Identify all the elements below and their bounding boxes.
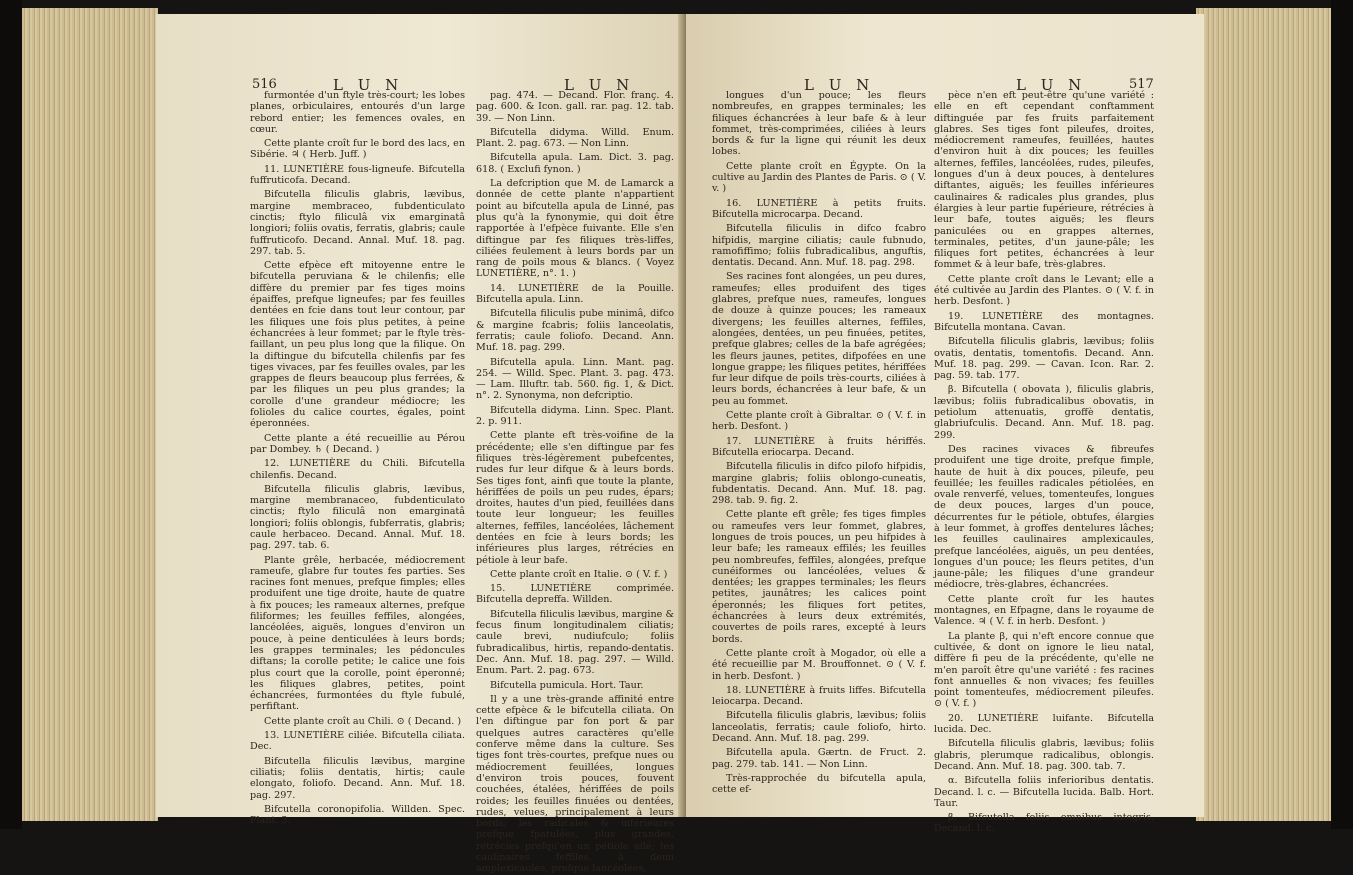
paragraph: Cette plante croît dans le Levant; elle a été cultivée au Jardin des Plantes. ⊙ ( V. f. in herb. Desfont. ) bbox=[934, 273, 1154, 308]
paragraph: Cette plante croît à Gibraltar. ⊙ ( V. f. in herb. Desfont. ) bbox=[712, 410, 926, 433]
paragraph: 15. LUNETIÈRE comprimée. Bifcutella depreffa. Willden. bbox=[476, 583, 674, 606]
paragraph: Très-rapprochée du bifcutella apula, cette ef- bbox=[712, 772, 926, 796]
paragraph: La defcription que M. de Lamarck a donnée de cette plante n'appartient point au bifcutella apula de Linné, pas plus qu'à la fynonymie, qui doit être rapportée à l'efpèce fuivante. Elle s'en diftingue par fes filiques très-liffes, ciliées feulement à leurs bords par un rang de poils mous & blancs. ( Voyez LUNETIÈRE, n°. 1. ) bbox=[476, 178, 674, 280]
paragraph: Bifcutella filiculis glabris, lævibus, margine membranaceo, fubdenticulato cinctis; ftylo filiculâ non emarginatâ longiori; foliis oblongis, fubferratis, glabris; caule herbaceo. Decand. Annal. Muf. 18. pag. 297. tab. 6. bbox=[250, 483, 465, 552]
paragraph: pèce n'en eft peut-être qu'une variété : elle en eft cependant conftamment diftinguée par fes fruits parfaitement glabres. Ses tiges font pileufes, droites, médiocrement rameufes, feuillées, hautes d'environ huit à dix pouces; les feuilles alternes, feffiles, lancéolées, rudes, pileufes, longues d'un à deux pouces, à dentelures diftantes, aiguës; les feuilles inférieures caulinaires & radicales plus grandes, plus élargies à leur partie fupérieure, rétrécies à leur bafe, toutes aiguës; les fleurs paniculées ou en grappes alternes, terminales, petites, d'un jaune-pâle; les filiques fort petites, échancrées à leur fommet & à leur bafe, très-glabres. bbox=[934, 90, 1154, 271]
paragraph: Des racines vivaces & fibreufes produifent une tige droite, prefque fimple, haute de huit à dix pouces, pileufe, peu feuillée; les feuilles radicales pétiolées, en ovale renverfé, velues, tomenteufes, longues de deux pouces, larges d'un pouce, décurrentes fur le pétiole, obtufes, élargies à leur fommet, à groffes dentelures lâches; les feuilles caulinaires amplexicaules, prefque lancéolées, aiguës, un peu dentées, longues d'un pouce; les fleurs petites, d'un jaune-pâle; les filiques d'une grandeur médiocre, très-glabres, échancrées. bbox=[934, 443, 1154, 591]
paragraph: 16. LUNETIÈRE à petits fruits. Bifcutella microcarpa. Decand. bbox=[712, 197, 926, 220]
paragraph: β. Bifcutella foliis omnibus integris. Decand. l. c. bbox=[934, 812, 1154, 835]
page-stack-left bbox=[22, 8, 158, 821]
paragraph: Bifcutella filiculis glabris, lævibus; foliis ovatis, dentatis, tomentofis. Decand. Ann. Muf. 18. pag. 299. — Cavan. Icon. Rar. 2. pag. 59. tab. 177. bbox=[934, 336, 1154, 382]
paragraph: Cette plante croît en Égypte. On la cultive au Jardin des Plantes de Paris. ⊙ ( V. v. ) bbox=[712, 160, 926, 195]
paragraph: Bifcutella filiculis pube minimâ, difco & margine fcabris; foliis lanceolatis, ferratis; caule foliofo. Decand. Ann. Muf. 18. pag. 299. bbox=[476, 308, 674, 354]
paragraph: 13. LUNETIÈRE ciliée. Bifcutella ciliata. Dec. bbox=[250, 730, 465, 753]
paragraph: Bifcutella filiculis glabris, lævibus; foliis glabris, plerumque radicalibus, oblongis. Decand. Ann. Muf. 18. pag. 300. tab. 7. bbox=[934, 738, 1154, 772]
paragraph: Cette plante croît fur le bord des lacs, en Sibérie. ♃ ( Herb. Juff. ) bbox=[250, 138, 465, 161]
right-page-number: 517 bbox=[1129, 77, 1154, 92]
paragraph: Bifcutella didyma. Linn. Spec. Plant. 2. p. 911. bbox=[476, 404, 674, 428]
paragraph: α. Bifcutella foliis inferioribus dentatis. Decand. l. c. — Bifcutella lucida. Balb. Hort. Taur. bbox=[934, 775, 1154, 809]
paragraph: Bifcutella apula. Lam. Dict. 3. pag. 618. ( Exclufi fynon. ) bbox=[476, 152, 674, 175]
paragraph: furmontée d'un ftyle très-court; les lobes planes, orbiculaires, entourés d'un large rebord entier; les femences ovales, en cœur. bbox=[250, 90, 465, 135]
right-column-1 bbox=[712, 90, 926, 796]
right-column-2 bbox=[934, 90, 1154, 835]
paragraph: Cette plante croît fur les hautes montagnes, en Efpagne, dans le royaume de Valence. ♃ ( V. f. in herb. Desfont. ) bbox=[934, 593, 1154, 628]
paragraph: Bifcutella filiculis in difco pilofo hifpidis, margine glabris; foliis oblongo-cuneatis, fubdentatis. Decand. Ann. Muf. 18. pag. 298. tab. 9. fig. 2. bbox=[712, 461, 926, 507]
paragraph: Il y a une très-grande affinité entre cette efpèce & le bifcutella ciliata. On l'en diftingue par fon port & par quelques autres caractères qu'elle conferve même dans la culture. Ses tiges font très-courtes, prefque nues ou médiocrement feuillées, longues d'environ trois pouces, fouvent couchées, étalées, hériffées de poils roides; les feuilles finuées ou dentées, rudes, velues, principalement à leurs bords; les radicales & inférieures prefque fpatulées, plus grandes, rétrécies prefqu'en un pétiole ailé; les caulinaires feffiles, à demi amplexicaules, prefque lancéolées, bbox=[476, 693, 674, 875]
paragraph: Cette plante eft grêle; fes tiges fimples ou rameufes vers leur fommet, glabres, longues de trois pouces, un peu hifpides à leur bafe; les rameaux effilés; les feuilles peu nombreufes, feffiles, alongées, prefque cunéiformes ou lancéolées, velues & dentées; les grappes terminales; les fleurs petites, jaunâtres; les calices point éperonnés; les filiques fort petites, échancrées à leurs deux extrémités, couvertes de poils rares, excepté à leurs bords. bbox=[712, 509, 926, 645]
paragraph: Bifcutella filiculis glabris, lævibus; foliis lanceolatis, ferratis; caule foliofo, hirto. Decand. Ann. Muf. 18. pag. 299. bbox=[712, 710, 926, 745]
paragraph: Bifcutella filiculis glabris, lævibus, margine membraceo, fubdenticulato cinctis; ftylo filiculâ vix emarginatâ longiori; foliis ovatis, ferratis, glabris; caule fuffruticofo. Decand. Annal. Muf. 18. pag. 297. tab. 5. bbox=[250, 189, 465, 257]
paragraph: 12. LUNETIÈRE du Chili. Bifcutella chilenfis. Decand. bbox=[250, 458, 465, 481]
paragraph: Cette plante eft très-voifine de la précédente; elle s'en diftingue par fes filiques très-légèrement pubefcentes, rudes fur leur difque & à leurs bords. Ses tiges font, ainfi que toute la plante, hériffées de poils un peu rudes, épars; droites, hautes d'un pied, feuillées dans toute leur longueur; les feuilles alternes, feffiles, lancéolées, lâchement dentées en fcie à leurs bords; les inférieures plus larges, rétrécies en pétiole à leur bafe. bbox=[476, 430, 674, 566]
paragraph: 11. LUNETIÈRE fous-ligneufe. Bifcutella fuffruticofa. Decand. bbox=[250, 163, 465, 187]
left-page-number: 516 bbox=[252, 77, 277, 92]
right-col2-header: L U N bbox=[1016, 76, 1087, 94]
paragraph: Ses racines font alongées, un peu dures, rameufes; elles produifent des tiges glabres, prefque nues, rameufes, longues de douze à quinze pouces; les rameaux divergens; les feuilles alternes, feffiles, alongées, dentées, un peu finuées, petites, prefque glabres; celles de la bafe agrégées; les fleurs jaunes, petites, difpofées en une longue grappe; les filiques petites, hériffées fur leur difque de poils très-courts, ciliées à leurs bords, échancrées à leur bafe, & un peu au fommet. bbox=[712, 271, 926, 407]
paragraph: Cette plante a été recueillie au Pérou par Dombey. ♄ ( Decand. ) bbox=[250, 432, 465, 455]
paragraph: Cette plante croît au Chili. ⊙ ( Decand. ) bbox=[264, 715, 462, 727]
paragraph: Bifcutella filiculis lævibus, margine ciliatis; foliis dentatis, hirtis; caule elongato, foliofo. Decand. Ann. Muf. 18. pag. 297. bbox=[250, 755, 465, 801]
paragraph: 14. LUNETIÈRE de la Pouille. Bifcutella apula. Linn. bbox=[476, 282, 674, 306]
paragraph: 17. LUNETIÈRE à fruits hériffés. Bifcutella eriocarpa. Decand. bbox=[712, 435, 926, 458]
page-stack-right bbox=[1196, 8, 1331, 821]
paragraph: 19. LUNETIÈRE des montagnes. Bifcutella montana. Cavan. bbox=[934, 310, 1154, 333]
paragraph: Bifcutella filiculis lævibus, margine & fecus finum longitudinalem ciliatis; caule brevi, nudiufculo; foliis fubradicalibus, hirtis, repando-dentatis. Dec. Ann. Muf. 18. pag. 297. — Willd. Enum. Part. 2. pag. 673. bbox=[476, 608, 674, 677]
paragraph: Cette plante croît à Mogador, où elle a été recueillie par M. Brouffonnet. ⊙ ( V. f. in herb. Desfont. ) bbox=[712, 647, 926, 682]
paragraph: pag. 474. — Decand. Flor. franç. 4. pag. 600. & Icon. gall. rar. pag. 12. tab. 39. — Non Linn. bbox=[476, 90, 674, 124]
left-col2-header: L U N bbox=[564, 76, 635, 94]
paragraph: Bifcutella coronopifolia. Willden. Spec. Plant. 3. bbox=[250, 803, 465, 827]
paragraph: Cette efpèce eft mitoyenne entre le bifcutella peruviana & le chilenfis; elle diffère du premier par fes tiges moins épaiffes, prefque ligneufes; par fes feuilles dentées en fcie dans tout leur contour, par les filiques une fois plus petites, à peine échancrées à leur fommet; par le ftyle très-faillant, un peu plus long que la filique. On la diftingue du bifcutella chilenfis par fes tiges vivaces, par fes feuilles ovales, par les grappes de fleurs beaucoup plus ferrées, & par les filiques un peu plus grandes; la corolle d'une grandeur médiocre; les folioles du calice courtes, égales, point éperonnées. bbox=[250, 260, 465, 430]
scan-edge-right bbox=[1331, 0, 1353, 829]
paragraph: Bifcutella didyma. Willd. Enum. Plant. 2. pag. 673. — Non Linn. bbox=[476, 126, 674, 150]
left-col1-header: L U N bbox=[333, 76, 404, 94]
paragraph: longues d'un pouce; les fleurs nombreufes, en grappes terminales; les filiques échancrées à leur bafe & à leur fommet, très-comprimées, ciliées à leurs bords & fur la ligne qui réunit les deux lobes. bbox=[712, 90, 926, 158]
paragraph: Bifcutella apula. Linn. Mant. pag. 254. — Willd. Spec. Plant. 3. pag. 473. — Lam. Illuftr. tab. 560. fig. 1, & Dict. n°. 2. Synonyma, non defcriptio. bbox=[476, 356, 674, 402]
paragraph: Bifcutella pumicula. Hort. Taur. bbox=[490, 679, 644, 691]
paragraph: 18. LUNETIÈRE à fruits liffes. Bifcutella leiocarpa. Decand. bbox=[712, 684, 926, 708]
left-column-2 bbox=[476, 90, 674, 875]
paragraph: Bifcutella apula. Gærtn. de Fruct. 2. pag. 279. tab. 141. — Non Linn. bbox=[712, 747, 926, 770]
paragraph: Bifcutella filiculis in difco fcabro hifpidis, margine ciliatis; caule fubnudo, ramofiffimo; foliis fubradicalibus, anguftis, dentatis. Decand. Ann. Muf. 18. pag. 298. bbox=[712, 223, 926, 269]
paragraph: La plante β, qui n'eft encore connue que cultivée, & dont on ignore le lieu natal, diffère fi peu de la précédente, qu'elle ne m'en paroît être qu'une variété : fes racines font annuelles & non vivaces; fes feuilles point tomenteufes, médiocrement pileufes. ⊙ ( V. f. ) bbox=[934, 630, 1154, 710]
paragraph: Plante grêle, herbacée, médiocrement rameufe, glabre fur toutes fes parties. Ses racines font menues, prefque fimples; elles produifent une tige droite, haute de quatre à fix pouces; les rameaux alternes, prefque filiformes; les feuilles feffiles, alongées, lancéolées, aiguës, longues d'environ un pouce, à peine denticulées à leurs bords; les grappes terminales; les pédoncules diftans; la corolle petite; le calice une fois plus court que la corolle, point éperonné; les filiques glabres, petites, point échancrées, furmontées du ftyle fubulé, perfiftant. bbox=[250, 554, 465, 713]
scan-edge-left bbox=[0, 0, 22, 829]
left-column-1 bbox=[250, 90, 465, 827]
paragraph: β. Bifcutella ( obovata ), filiculis glabris, lævibus; foliis fubradicalibus obovatis, in petiolum attenuatis, groffè dentatis, glabriufculis. Decand. Ann. Muf. 18. pag. 299. bbox=[934, 384, 1154, 441]
left-page bbox=[156, 14, 684, 875]
right-col1-header: L U N bbox=[804, 76, 875, 94]
paragraph: Cette plante croît en Italie. ⊙ ( V. f. ) bbox=[490, 568, 668, 580]
paragraph: 20. LUNETIÈRE luifante. Bifcutella lucida. Dec. bbox=[934, 712, 1154, 736]
right-page bbox=[686, 14, 1204, 835]
